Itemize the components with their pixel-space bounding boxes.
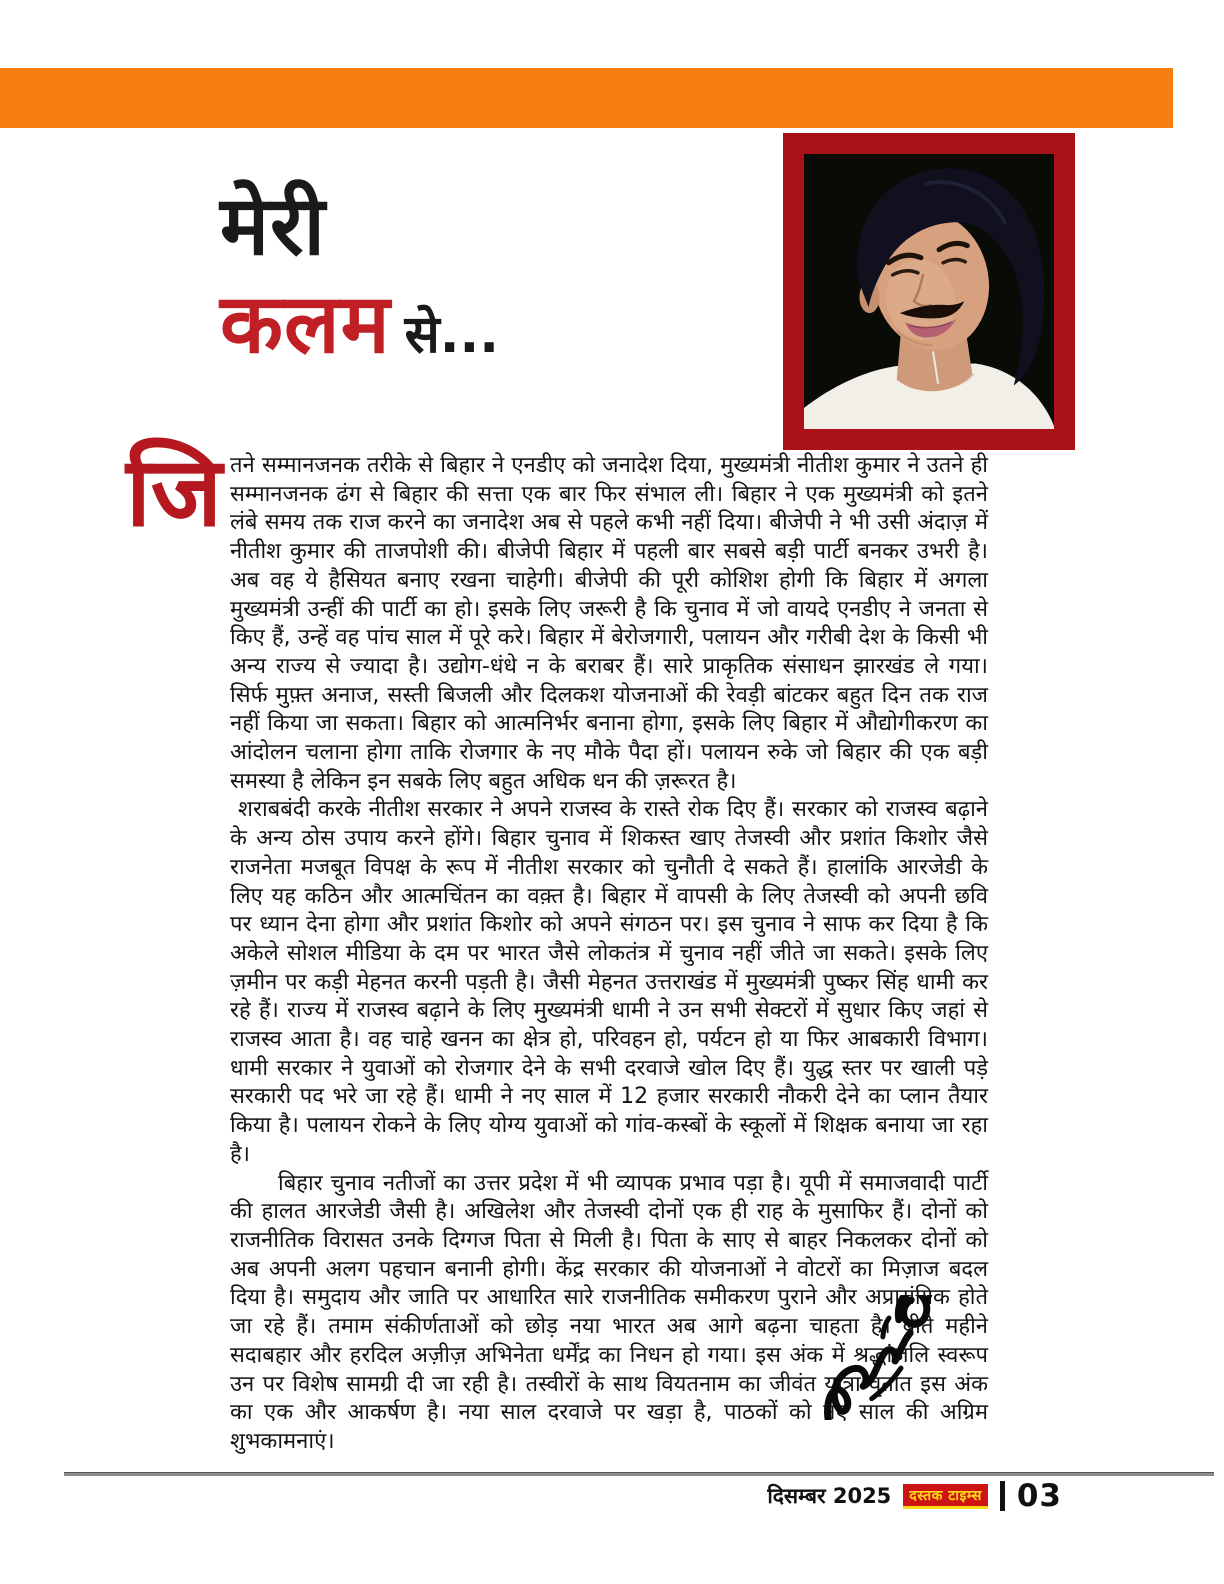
page-title: [220, 179, 500, 372]
author-photo: [783, 133, 1075, 450]
article-paragraph: शराबबंदी करके नीतीश सरकार ने अपने राजस्व के रास्ते रोक दिए हैं। सरकार को राजस्व बढ़ाने के अन्य ठोस उपाय करने होंगे। बिहार चुनाव में शिकस्त खाए तेजस्वी और प्रशांत किशोर जैसे राजनेता मजबूत विपक्ष के रूप में नीतीश सरकार को चुनौती दे सकते हैं। हालांकि आरजेडी के लिए यह कठिन और आत्मचिंतन का वक़्त है। बिहार में वापसी के लिए तेजस्वी को अपनी छवि पर ध्यान देना होगा और प्रशांत किशोर को अपने संगठन पर। इस चुनाव ने साफ कर दिया है कि अकेले सोशल मीडिया के दम पर भारत जैसे लोकतंत्र में चुनाव नहीं जीते जा सकते। इसके लिए ज़मीन पर कड़ी मेहनत करनी पड़ती है। जैसी मेहनत उत्तराखंड में मुख्यमंत्री पुष्कर सिंह धामी कर रहे हैं। राज्य में राजस्व बढ़ाने के लिए मुख्यमंत्री धामी ने उन सभी सेक्टरों में सुधार किए जहां से राजस्व आता है। वह चाहे खनन का क्षेत्र हो, परिवहन हो, पर्यटन हो या फिर आबकारी विभाग। धामी सरकार ने युवाओं को रोजगार देने के सभी दरवाजे खोल दिए हैं। युद्ध स्तर पर खाली पड़े सरकारी पद भरे जा रहे हैं। धामी ने नए साल में 12 हजार सरकारी नौकरी देने का प्लान तैयार किया है। पलायन रोकने के लिए योग्य युवाओं को गांव-कस्बों के स्कूलों में शिक्षक बनाया जा रहा है।: [230, 797, 988, 1167]
footer-divider: [1000, 1481, 1005, 1511]
magazine-logo: दस्तक टाइम्स: [903, 1484, 988, 1509]
title-line2: [220, 277, 500, 372]
footer-date: दिसम्बर 2025: [767, 1484, 892, 1508]
portrait-illustration: [804, 154, 1054, 429]
title-word-red: कलम: [220, 277, 391, 372]
drop-cap: जि: [125, 436, 223, 548]
title-suffix: से...: [404, 305, 500, 365]
author-signature: [796, 1295, 971, 1420]
top-banner: [0, 68, 1173, 128]
footer-rule: [64, 1472, 1214, 1476]
page-number: 03: [1016, 1478, 1062, 1514]
footer: [767, 1480, 1062, 1512]
title-line1: मेरी: [220, 179, 326, 274]
article-paragraph: तने सम्मानजनक तरीके से बिहार ने एनडीए को जनादेश दिया, मुख्यमंत्री नीतीश कुमार ने उतने ही सम्मानजनक ढंग से बिहार की सत्ता एक बार फिर संभाल ली। बिहार ने एक मुख्यमंत्री को इतने लंबे समय तक राज करने का जनादेश अब से पहले कभी नहीं दिया। बीजेपी ने भी उसी अंदाज़ में नीतीश कुमार की ताजपोशी की। बीजेपी बिहार में पहली बार सबसे बड़ी पार्टी बनकर उभरी है। अब वह ये हैसियत बनाए रखना चाहेगी। बीजेपी की पूरी कोशिश होगी कि बिहार में अगला मुख्यमंत्री उन्हीं की पार्टी का हो। इसके लिए जरूरी है कि चुनाव में जो वायदे एनडीए ने जनता से किए हैं, उन्हें वह पांच साल में पूरे करे। बिहार में बेरोजगारी, पलायन और गरीबी देश के किसी भी अन्य राज्य से ज्यादा है। उद्योग-धंधे न के बराबर हैं। सारे प्राकृतिक संसाधन झारखंड ले गया। सिर्फ मुफ़्त अनाज, सस्ती बिजली और दिलकश योजनाओं की रेवड़ी बांटकर बहुत दिन तक राज नहीं किया जा सकता। बिहार को आत्मनिर्भर बनाना होगा, इसके लिए बिहार में औद्योगीकरण का आंदोलन चलाना होगा ताकि रोजगार के नए मौके पैदा हों। पलायन रुके जो बिहार की एक बड़ी समस्या है लेकिन इन सबके लिए बहुत अधिक धन की ज़रूरत है।: [230, 453, 988, 794]
article-paragraph: बिहार चुनाव नतीजों का उत्तर प्रदेश में भी व्यापक प्रभाव पड़ा है। यूपी में समाजवादी पार्टी की हालत आरजेडी जैसी है। अखिलेश और तेजस्वी दोनों एक ही राह के मुसाफिर हैं। दोनों को राजनीतिक विरासत उनके दिग्गज पिता से मिली है। पिता के साए से बाहर निकलकर दोनों को अब अपनी अलग पहचान बनानी होगी। केंद्र सरकार की योजनाओं ने वोटरों का मिज़ाज बदल दिया है। समुदाय और जाति पर आधारित सारे राजनीतिक समीकरण पुराने और अप्रासंगिक होते जा रहे हैं। तमाम संकीर्णताओं को छोड़ नया भारत अब आगे बढ़ना चाहता है। बीते महीने सदाबहार और हरदिल अज़ीज़ अभिनेता धर्मेंद्र का निधन हो गया। इस अंक में श्रद्धांजलि स्वरूप उन पर विशेष सामग्री दी जा रही है। तस्वीरों के साथ वियतनाम का जीवंत यात्रा वृतांत इस अंक का एक और आकर्षण है। नया साल दरवाजे पर खड़ा है, पाठकों को नए साल की अग्रिम शुभकामनाएं।: [230, 1170, 988, 1454]
